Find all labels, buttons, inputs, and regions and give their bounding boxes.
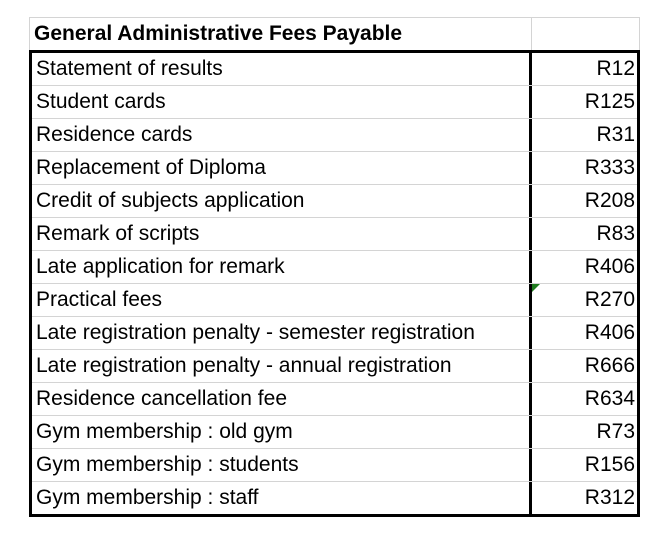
table-row xyxy=(32,185,637,218)
fee-amount: R73 xyxy=(596,420,635,443)
fee-label: Remark of scripts xyxy=(36,222,200,245)
fee-amount: R83 xyxy=(596,222,635,245)
table-row xyxy=(32,317,637,350)
fee-label: Late application for remark xyxy=(36,255,285,278)
fee-amount: R312 xyxy=(584,486,635,509)
table-row xyxy=(32,383,637,416)
fee-amount: R634 xyxy=(584,387,635,410)
fee-amount-cell[interactable] xyxy=(529,119,637,151)
fee-amount: R125 xyxy=(584,90,635,113)
fee-amount-cell[interactable] xyxy=(529,416,637,448)
table-title-empty-cell[interactable] xyxy=(531,18,639,50)
fee-label: Gym membership : staff xyxy=(36,486,259,509)
fee-label-cell[interactable] xyxy=(32,152,529,184)
fee-label: Practical fees xyxy=(36,288,163,311)
fee-label-cell[interactable] xyxy=(32,251,529,283)
fee-amount: R208 xyxy=(584,189,635,212)
fee-label-cell[interactable] xyxy=(32,317,529,349)
fee-label-cell[interactable] xyxy=(32,284,529,316)
table-row xyxy=(32,152,637,185)
table-row xyxy=(32,218,637,251)
fee-label: Statement of results xyxy=(36,57,223,80)
fee-amount-cell[interactable] xyxy=(529,350,637,382)
fee-amount: R406 xyxy=(584,255,635,278)
table-row xyxy=(32,86,637,119)
fee-amount-cell[interactable] xyxy=(529,218,637,250)
table-row xyxy=(32,449,637,482)
fee-amount: R31 xyxy=(596,123,635,146)
fee-amount-cell[interactable] xyxy=(529,284,637,316)
fee-amount: R406 xyxy=(584,321,635,344)
table-row xyxy=(32,53,637,86)
fee-label-cell[interactable] xyxy=(32,482,529,514)
fee-label-cell[interactable] xyxy=(32,119,529,151)
fee-label: Residence cards xyxy=(36,123,193,146)
fee-amount-cell[interactable] xyxy=(529,449,637,481)
fee-label-cell[interactable] xyxy=(32,383,529,415)
fee-amount: R333 xyxy=(584,156,635,179)
fee-label-cell[interactable] xyxy=(32,350,529,382)
fee-label: Replacement of Diploma xyxy=(36,156,266,179)
fee-amount-cell[interactable] xyxy=(529,53,637,85)
fees-table xyxy=(29,50,640,517)
error-indicator-icon xyxy=(532,284,540,292)
fee-amount-cell[interactable] xyxy=(529,251,637,283)
table-row xyxy=(32,482,637,514)
table-title: General Administrative Fees Payable xyxy=(34,22,403,45)
table-row xyxy=(32,284,637,317)
spreadsheet-view xyxy=(29,17,640,517)
fee-label-cell[interactable] xyxy=(32,449,529,481)
fee-amount-cell[interactable] xyxy=(529,317,637,349)
table-row xyxy=(32,350,637,383)
fee-label-cell[interactable] xyxy=(32,53,529,85)
table-row xyxy=(32,119,637,152)
fee-amount-cell[interactable] xyxy=(529,86,637,118)
table-title-cell[interactable] xyxy=(30,18,531,50)
fee-label: Credit of subjects application xyxy=(36,189,305,212)
fee-label: Late registration penalty - annual registration xyxy=(36,354,452,377)
fee-amount-cell[interactable] xyxy=(529,482,637,514)
fee-label: Late registration penalty - semester registration xyxy=(36,321,475,344)
fee-label-cell[interactable] xyxy=(32,185,529,217)
table-row xyxy=(32,416,637,449)
fee-amount: R12 xyxy=(596,57,635,80)
table-row xyxy=(32,251,637,284)
fee-label-cell[interactable] xyxy=(32,416,529,448)
fee-amount: R666 xyxy=(584,354,635,377)
fee-amount-cell[interactable] xyxy=(529,152,637,184)
fee-label-cell[interactable] xyxy=(32,86,529,118)
fee-label-cell[interactable] xyxy=(32,218,529,250)
fee-label: Student cards xyxy=(36,90,166,113)
fee-label: Residence cancellation fee xyxy=(36,387,287,410)
fee-label: Gym membership : old gym xyxy=(36,420,293,443)
fee-label: Gym membership : students xyxy=(36,453,299,476)
table-title-row xyxy=(29,17,640,50)
fee-amount-cell[interactable] xyxy=(529,185,637,217)
fee-amount: R270 xyxy=(584,288,635,311)
fee-amount-cell[interactable] xyxy=(529,383,637,415)
fee-amount: R156 xyxy=(584,453,635,476)
